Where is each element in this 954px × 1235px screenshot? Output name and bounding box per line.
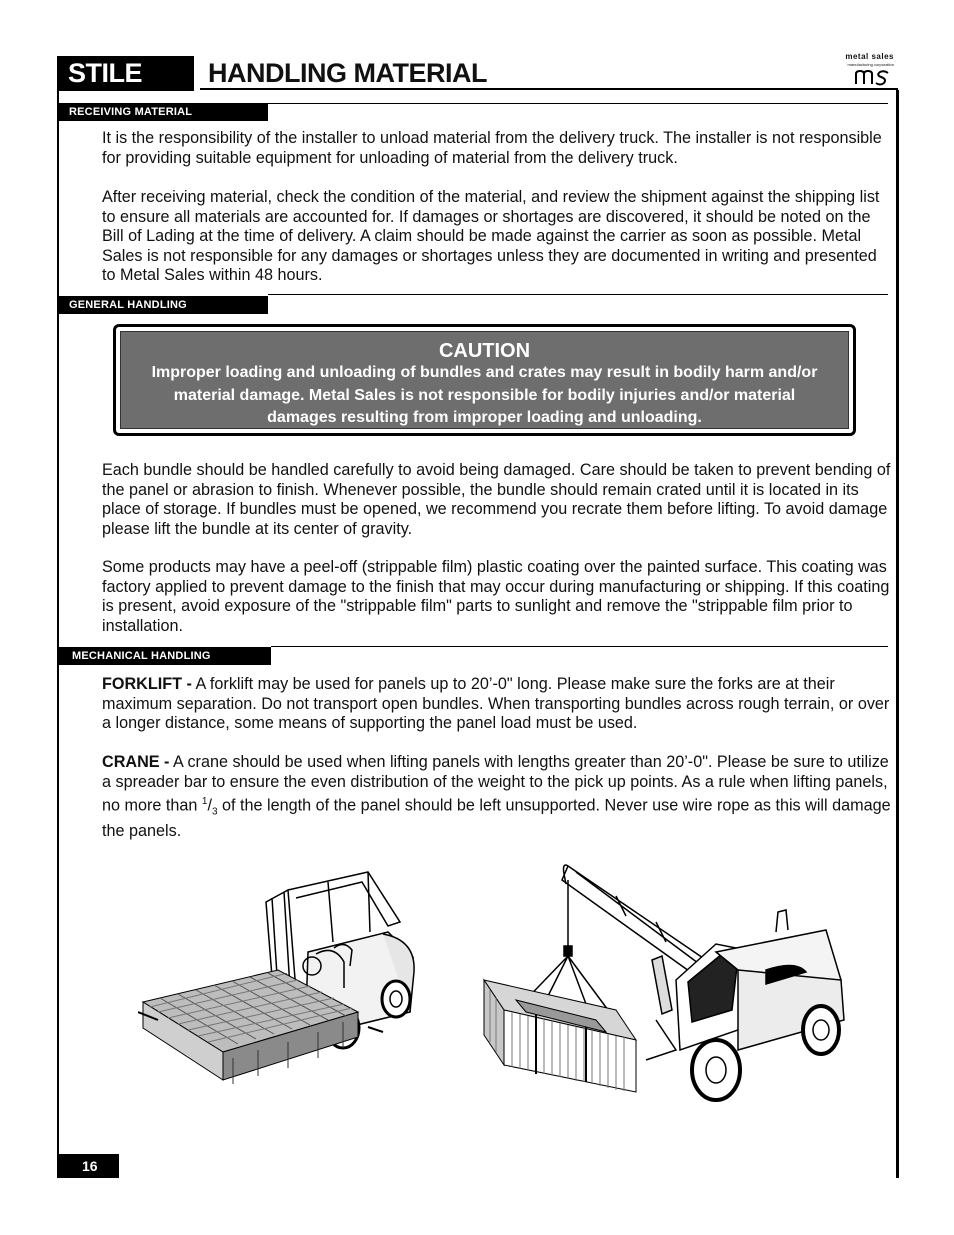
section-rule-general	[268, 294, 888, 295]
caution-text: Improper loading and unloading of bundles and crates may result in bodily harm and/or material damage. Metal Sales is not responsible for bodily injuries and/or material damages resulting from improper loading and unloading.	[151, 364, 818, 426]
caution-panel	[120, 331, 849, 429]
section-header-general: GENERAL HANDLING	[57, 296, 268, 314]
receiving-paragraph-1: It is the responsibility of the installer to unload material from the delivery truck. The installer is not responsible for providing suitable equipment for unloading of material from the delivery truck.	[102, 129, 882, 167]
forklift-label: FORKLIFT -	[102, 675, 192, 693]
crane-paragraph	[102, 753, 892, 842]
section-rule-mechanical	[271, 646, 888, 647]
logo-sub: manufacturing corporation	[847, 62, 894, 67]
page-number: 16	[57, 1154, 119, 1178]
section-header-receiving: RECEIVING MATERIAL	[57, 103, 268, 121]
crane-illustration	[476, 860, 854, 1102]
general-paragraph-2: Some products may have a peel-off (strippable film) plastic coating over the painted surface. This coating was factory applied to prevent damage to the finish that may occur during manufacturing or shipping. If this coating is present, avoid exposure of the "strippable film" parts to sunlight and remove the "strippable film prior to installation.	[102, 558, 890, 635]
section-header-mechanical: MECHANICAL HANDLING	[57, 647, 271, 665]
receiving-paragraph-2: After receiving material, check the condition of the material, and review the shipment against the shipping list to ensure all materials are accounted for. If damages or shortages are discovered, it should be noted on the Bill of Lading at the time of delivery. A claim should be made against the carrier as soon as possible. Metal Sales is not responsible for any damages or shortages unless they are documented in writing and presented to Metal Sales within 48 hours.	[102, 188, 880, 284]
caution-box	[113, 324, 856, 436]
section-rule-receiving	[268, 103, 888, 104]
fraction-slash: /	[207, 796, 212, 815]
page-frame-right	[896, 90, 899, 1178]
page-title: HANDLING MATERIAL	[208, 58, 487, 88]
general-paragraph-1: Each bundle should be handled carefully to avoid being damaged. Care should be taken to prevent bending of the panel or abrasion to finish. Whenever possible, the bundle should remain crated until it is located in its place of storage. If bundles must be opened, we recommend you recrate them before lifting. To avoid damage please lift the bundle at its center of gravity.	[102, 461, 891, 538]
forklift-text: A forklift may be used for panels up to 20’-0" long. Please make sure the forks are at their maximum separation. Do not transport open bundles. When transporting bundles across rough terrain, or over a longer distance, some means of supporting the panel load must be used.	[102, 675, 890, 732]
ms-monogram-icon	[854, 68, 892, 86]
fraction-numerator: 1	[201, 796, 208, 807]
crane-text-a: A crane should be used when lifting panels with lengths greater than 20’-0". Please be sure to utilize a spreader bar to ensure the even distribution of the weight to the pick up points. As a rule when lifting panels, no more than	[102, 753, 889, 815]
section-tab-stile: STILE	[57, 56, 194, 91]
crane-label: CRANE -	[102, 753, 170, 771]
forklift-illustration	[138, 862, 418, 1107]
caution-title: CAUTION	[438, 340, 531, 362]
fraction-denominator: 3	[211, 806, 218, 818]
forklift-paragraph	[102, 675, 892, 734]
logo-word: metal sales	[845, 52, 894, 61]
metal-sales-logo	[826, 52, 894, 88]
crane-text-b: of the length of the panel should be left unsupported. Never use wire rope as this will damage the panels.	[102, 796, 891, 841]
page-frame-left	[57, 56, 59, 1178]
